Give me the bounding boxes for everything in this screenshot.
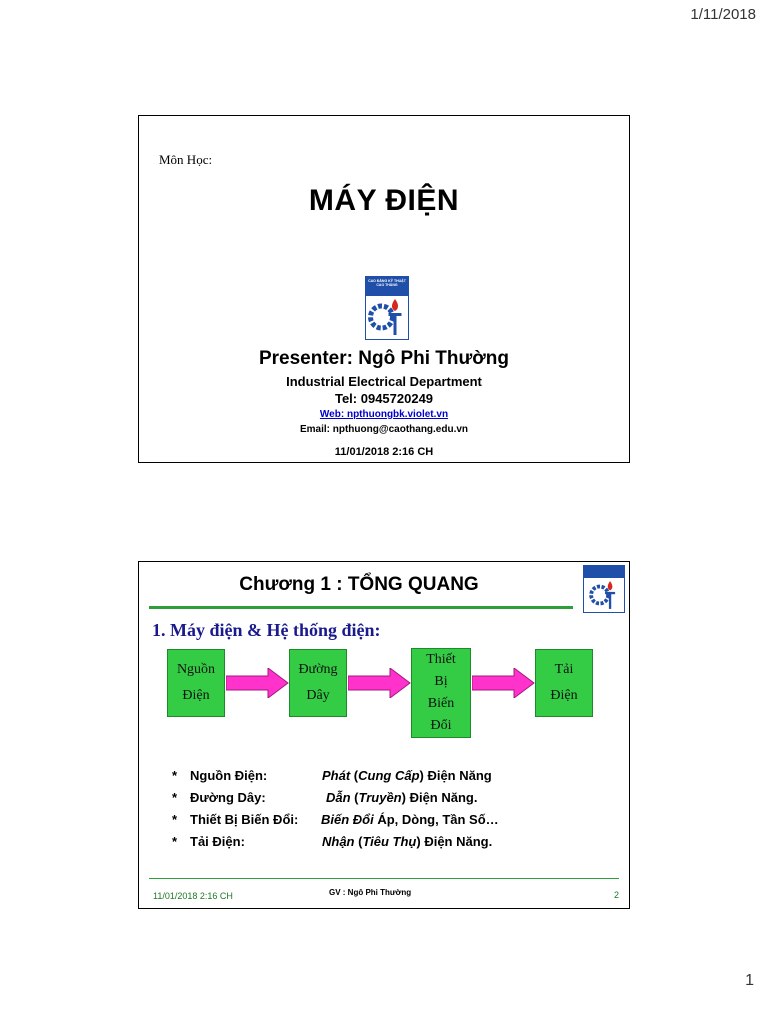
slide-title: Chương 1 : TỔNG QUANG: [239, 574, 479, 595]
flow-box-line: Điện: [182, 688, 210, 703]
page-number: 1: [745, 972, 754, 989]
bullet-desc: Nhận (Tiêu Thụ) Điện Năng.: [322, 834, 493, 849]
website-link[interactable]: Web: npthuongbk.violet.vn: [319, 409, 449, 420]
slide-title: MÁY ĐIỆN: [308, 184, 460, 217]
bullet-desc: Phát (Cung Cấp) Điện Năng: [322, 768, 492, 783]
flow-box-line: Dây: [306, 688, 330, 703]
footer-presenter: GV : Ngô Phi Thường: [329, 888, 412, 897]
bullet-desc: Biến Đổi Áp, Dòng, Tần Số…: [321, 812, 499, 827]
email: Email: npthuong@caothang.edu.vn: [299, 424, 469, 435]
bullet-term: Tải Điện:: [190, 834, 245, 849]
gear-torch-icon: [366, 295, 407, 339]
flow-box-line: Thiết: [426, 652, 456, 667]
flow-box-line: Đường: [298, 662, 338, 677]
bullet-star: *: [172, 790, 178, 805]
bullet-term: Nguồn Điện:: [190, 768, 268, 783]
slide-datetime: 11/01/2018 2:16 CH: [334, 446, 434, 458]
logo-band-text: CAO ĐẲNG KỸ THUẬT CAO THẮNG: [368, 279, 406, 287]
flow-box-line: Tải: [554, 662, 574, 677]
school-logo: [583, 565, 625, 613]
flow-box-line: Điện: [550, 688, 578, 703]
flow-box-line: Bị: [434, 674, 448, 689]
flow-box-load: [535, 649, 593, 717]
flow-box-line: Nguồn: [176, 662, 216, 677]
section-heading: 1. Máy điện & Hệ thống điện:: [152, 620, 381, 640]
school-logo: [365, 276, 409, 340]
bullet-star: *: [172, 812, 178, 827]
flow-arrow: [226, 668, 289, 698]
title-rule: [149, 606, 573, 609]
gear-torch-icon: [584, 578, 623, 612]
telephone: Tel: 0945720249: [334, 391, 434, 406]
chapter-slide: [138, 561, 630, 909]
bullet-star: *: [172, 834, 178, 849]
subject-label: Môn Học:: [159, 152, 213, 167]
title-slide: [138, 115, 630, 463]
flow-box-power-line: [289, 649, 347, 717]
flow-box-power-source: [167, 649, 225, 717]
flow-box-line: Biến: [427, 696, 455, 711]
flow-arrow: [472, 668, 535, 698]
footer-slide-number: 2: [613, 890, 619, 900]
page-date: 1/11/2018: [690, 6, 756, 23]
flow-arrow: [348, 668, 411, 698]
bullet-term: Đường Dây:: [190, 790, 266, 805]
bullet-desc: Dẫn (Truyền) Điện Năng.: [326, 790, 478, 805]
bullet-term: Thiết Bị Biến Đổi:: [190, 812, 299, 827]
department: Industrial Electrical Department: [286, 374, 482, 389]
flow-box-line: Đổi: [430, 718, 452, 733]
flow-box-converter: [411, 648, 471, 738]
footer-date: 11/01/2018 2:16 CH: [153, 891, 233, 901]
bullet-star: *: [172, 768, 178, 783]
logo-band: [584, 566, 624, 578]
footer-rule: [149, 878, 619, 879]
presenter-name: Presenter: Ngô Phi Thường: [258, 348, 509, 369]
